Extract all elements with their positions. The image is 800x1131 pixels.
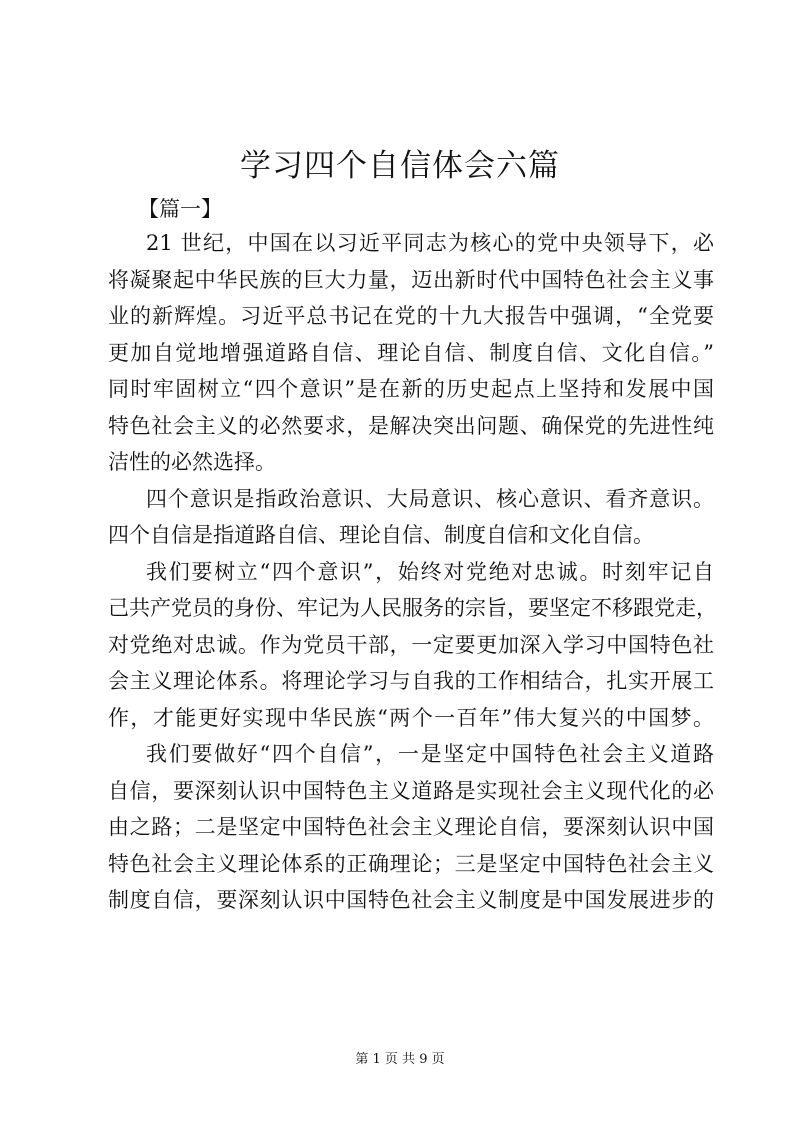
paragraph-line: 对党绝对忠诚。作为党员干部，一定要更加深入学习中国特色社 [108,632,714,657]
paragraph-line: 同时牢固树立“四个意识”是在新的历史起点上坚持和发展中国 [108,377,714,401]
paragraph-line: 21 世纪，中国在以习近平同志为核心的党中央领导下，必 [146,231,714,255]
paragraph-line: 自信，要深刻认识中国特色主义道路是实现社会主义现代化的必 [108,778,714,803]
paragraph-line: 由之路；二是坚定中国特色社会主义理论自信，要深刻认识中国 [108,815,714,839]
paragraph-line: 会主义理论体系。将理论学习与自我的工作相结合，扎实开展工 [108,669,714,693]
paragraph-line: 洁性的必然选择。 [108,450,276,474]
paragraph-line: 特色社会主义的必然要求，是解决突出问题、确保党的先进性纯 [108,413,714,438]
paragraph-line: 特色社会主义理论体系的正确理论；三是坚定中国特色社会主义 [108,851,714,876]
paragraph-line: 业的新辉煌。习近平总书记在党的十九大报告中强调，“全党要 [108,304,714,328]
paragraph-line: 作，才能更好实现中华民族“两个一百年”伟大复兴的中国梦。 [108,705,714,730]
paragraph-line: 四个意识是指政治意识、大局意识、核心意识、看齐意识。 [146,486,714,511]
paragraph-line: 我们要做好“四个自信”，一是坚定中国特色社会主义道路 [146,742,714,766]
section-heading: 【篇一】 [138,197,222,221]
document-title: 学习四个自信体会六篇 [240,148,560,184]
document-body [108,225,717,919]
paragraph-line: 制度自信，要深刻认识中国特色社会主义制度是中国发展进步的 [108,888,714,912]
paragraph-line: 我们要树立“四个意识”，始终对党绝对忠诚。时刻牢记自 [146,559,714,584]
paragraph-line: 将凝聚起中华民族的巨大力量，迈出新时代中国特色社会主义事 [108,267,714,292]
paragraph-line: 更加自觉地增强道路自信、理论自信、制度自信、文化自信。” [108,340,714,365]
paragraph-line: 己共产党员的身份、牢记为人民服务的宗旨，要坚定不移跟党走， [108,596,717,620]
page-footer: 第 1 页 共 9 页 [355,1052,445,1067]
paragraph-line: 四个自信是指道路自信、理论自信、制度自信和文化自信。 [108,523,654,547]
